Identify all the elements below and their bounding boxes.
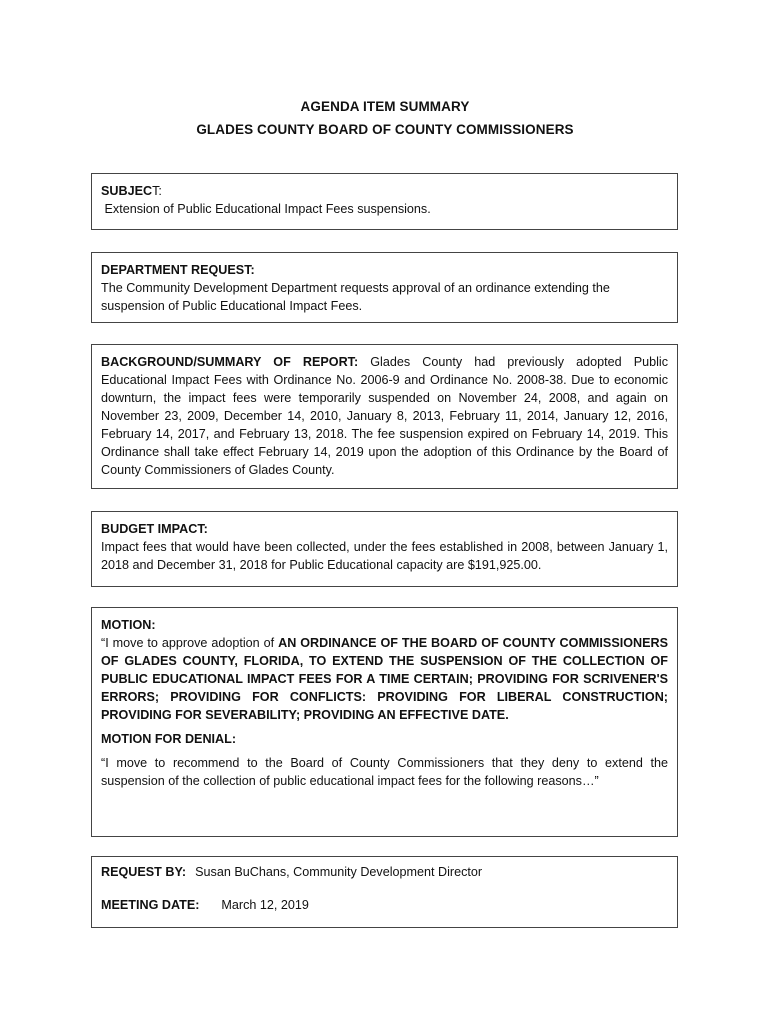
budget-impact-label: BUDGET IMPACT: — [101, 522, 208, 536]
department-request-label: DEPARTMENT REQUEST: — [101, 263, 255, 277]
background-section — [91, 344, 678, 489]
request-section — [91, 856, 678, 928]
motion-label: MOTION: — [101, 618, 156, 632]
meeting-date-value: March 12, 2019 — [221, 898, 309, 912]
subject-label — [101, 182, 668, 200]
meeting-date-row — [101, 896, 668, 914]
motion-ordinance-title: AN ORDINANCE OF THE BOARD OF COUNTY COMMISSIONERS OF GLADES COUNTY, FLORIDA, TO EXTEND THE SUSPENSION OF THE COLLECTION OF PUBLIC EDUCATIONAL IMPACT FEES FOR A TIME CERTAIN; PROVIDING FOR SCRIVENER'S ERRORS; PROVIDING FOR CONFLICTS: PROVIDING FOR LIBERAL CONSTRUCTION; PROVIDING FOR SEVERABILITY; PROVIDING AN EFFECTIVE DATE. — [101, 636, 669, 722]
document-title: AGENDA ITEM SUMMARY — [300, 99, 470, 114]
request-by-value: Susan BuChans, Community Development Director — [195, 865, 483, 879]
request-by-label: REQUEST BY: — [101, 865, 187, 879]
subject-label-bold: SUBJEC — [101, 184, 153, 198]
document-subtitle: GLADES COUNTY BOARD OF COUNTY COMMISSIONERS — [196, 122, 574, 137]
motion-denial-text: “I move to recommend to the Board of County Commissioners that they deny to extend the suspension of the collection of public educational impact fees for the following reasons…” — [101, 756, 668, 788]
department-request-section — [91, 252, 678, 323]
meeting-date-label: MEETING DATE: — [101, 898, 200, 912]
subject-text: Extension of Public Educational Impact Fees suspensions. — [101, 202, 431, 216]
background-label: BACKGROUND/SUMMARY OF REPORT: — [101, 355, 359, 369]
budget-impact-section — [91, 511, 678, 587]
department-request-text: The Community Development Department requests approval of an ordinance extending the suspension of Public Educational Impact Fees. — [101, 281, 610, 313]
budget-impact-text: Impact fees that would have been collected, under the fees established in 2008, between January 1, 2018 and December 31, 2018 for Public Educational capacity are $191,925.00. — [101, 540, 668, 572]
request-by-row — [101, 863, 668, 881]
motion-section — [91, 607, 678, 837]
subject-section — [91, 173, 678, 230]
subject-label-rest: T: — [152, 184, 162, 198]
motion-text — [101, 634, 668, 724]
motion-denial-label: MOTION FOR DENIAL: — [101, 732, 237, 746]
background-text: Glades County had previously adopted Public Educational Impact Fees with Ordinance No. 2006-9 and Ordinance No. 2008-38. Due to economic downturn, the impact fees were temporarily suspended on November 24, 2008, and again on November 23, 2009, December 14, 2010, January 8, 2013, February 11, 2014, January 12, 2016, February 14, 2017, and February 13, 2018. The fee suspension expired on February 14, 2019. This Ordinance shall take effect February 14, 2019 upon the adoption of this Ordinance by the Board of County Commissioners of Glades County. — [101, 355, 668, 477]
motion-lead: “I move to approve adoption of — [101, 636, 279, 650]
